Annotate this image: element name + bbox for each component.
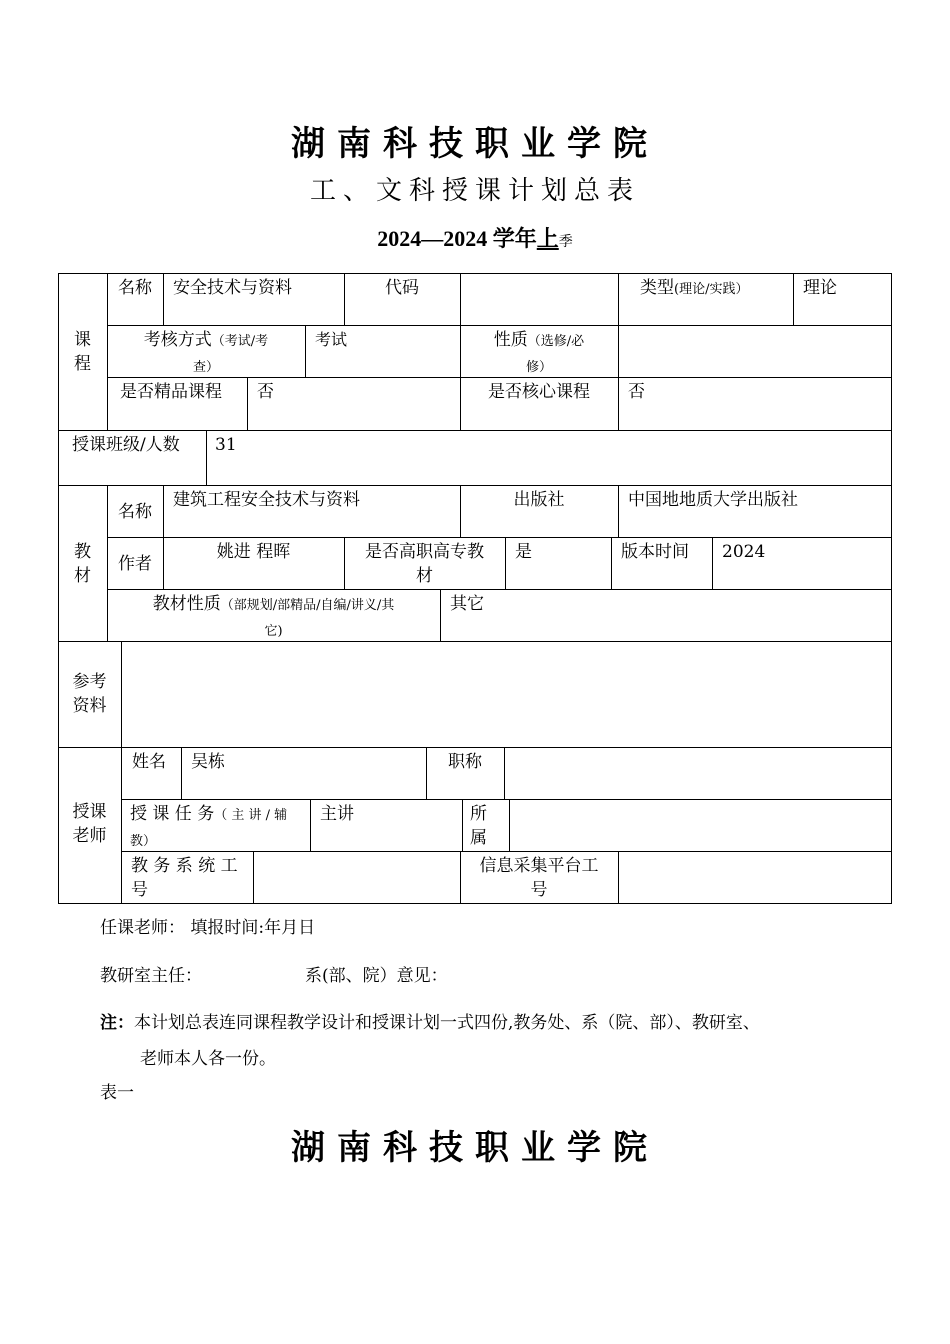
department-label: 所 属: [470, 804, 487, 848]
publisher-label: 出版社: [513, 490, 565, 510]
course-nature-label-hint-end: 修）: [525, 360, 552, 375]
platform-id-label-line2: 号: [530, 880, 548, 900]
teacher-name-label: 姓名: [132, 752, 166, 772]
teacher-title-label: 职称: [448, 752, 482, 772]
course-nature-label-hint: （选修/必: [527, 334, 585, 349]
teaching-task-label-hint-end: 教）: [130, 834, 157, 849]
vocational-value: 是: [515, 542, 532, 562]
course-type-value: 理论: [803, 278, 837, 298]
assessment-label-hint-end: 查）: [192, 360, 219, 375]
course-name-label: 名称: [118, 278, 152, 298]
vocational-label-line2: 材: [416, 566, 433, 586]
class-count-value: 31: [215, 435, 237, 455]
class-count-label: 授课班级/人数: [72, 435, 180, 455]
school-title-repeat: 湖南科技职业学院: [291, 1128, 659, 1168]
teacher-fill-date: 任课老师： 填报时间:年月日: [100, 918, 316, 938]
note-text-1: 本计划总表连同课程教学设计和授课计划一式四份,教务处、系（院、部）、教研室、: [134, 1013, 760, 1033]
textbook-name-value: 建筑工程安全技术与资料: [173, 490, 360, 510]
teaching-task-label-main: 授 课 任 务: [130, 804, 215, 824]
teaching-task-value: 主讲: [320, 804, 354, 824]
textbook-nature-label-main: 教材性质: [152, 594, 221, 614]
office-director: 教研室主任：: [100, 966, 202, 986]
textbook-nature-label: [107, 592, 440, 644]
system-id-label-line2: 号: [131, 880, 148, 900]
textbook-nature-value: 其它: [450, 594, 484, 614]
course-type-label: [640, 276, 748, 302]
teaching-task-label: [130, 802, 306, 854]
author-value: 姚进 程晖: [216, 542, 291, 562]
textbook-name-label: 名称: [118, 502, 152, 522]
quality-course-label: 是否精品课程: [120, 382, 222, 402]
teacher-section-label: 授课 老师: [72, 802, 107, 846]
textbook-nature-label-hint-end: 它): [264, 624, 283, 639]
textbook-nature-label-hint: （部规划/部精品/自编/讲义/其: [220, 598, 395, 613]
edition-value: 2024: [722, 542, 766, 562]
course-name-value: 安全技术与资料: [173, 278, 292, 298]
year-range: 2024—2024 学年: [377, 226, 537, 251]
table-label: 表一: [100, 1083, 134, 1103]
assessment-value: 考试: [315, 330, 348, 349]
vocational-label-line1: 是否高职高专教: [365, 542, 484, 562]
teacher-name-value: 吴栋: [191, 752, 225, 772]
assessment-label-main: 考核方式: [143, 330, 212, 350]
publisher-value: 中国地地质大学出版社: [628, 490, 798, 510]
core-course-label: 是否核心课程: [488, 382, 590, 402]
quality-course-value: 否: [257, 382, 274, 402]
system-id-label: [131, 854, 238, 902]
edition-label: 版本时间: [621, 542, 689, 562]
department-opinion: 系(部、院）意见：: [305, 966, 448, 986]
course-nature-label-main: 性质: [493, 330, 528, 350]
assessment-label-hint: （考试/考: [211, 334, 269, 349]
author-label: 作者: [118, 554, 152, 574]
platform-id-label: [460, 854, 618, 902]
course-nature-label: [460, 328, 618, 380]
note-text-2: 老师本人各一份。: [140, 1049, 276, 1069]
term-value: 上: [536, 226, 559, 251]
system-id-label-line1: 教 务 系 统 工: [131, 856, 238, 876]
note-prefix: 注：: [100, 1013, 134, 1033]
term-suffix: 季: [558, 235, 573, 250]
form-subtitle: 工、文科授课计划总表: [309, 176, 640, 206]
note-label: [100, 1011, 760, 1035]
course-code-label: 代码: [385, 278, 419, 298]
reference-label: 参考 资料: [72, 672, 107, 716]
textbook-section-label: 教 材: [74, 542, 91, 586]
course-section-label: 课 程: [74, 330, 91, 374]
teaching-task-label-hint: （ 主 讲 / 辅: [214, 808, 288, 823]
core-course-value: 否: [628, 382, 645, 402]
assessment-label: [107, 328, 305, 380]
platform-id-label-line1: 信息采集平台工: [479, 856, 599, 876]
school-title: 湖南科技职业学院: [291, 124, 659, 164]
course-type-label-hint: (理论/实践）: [674, 282, 749, 297]
course-type-label-main: 类型: [640, 278, 674, 298]
vocational-label: [344, 540, 505, 588]
academic-year: [0, 222, 950, 253]
